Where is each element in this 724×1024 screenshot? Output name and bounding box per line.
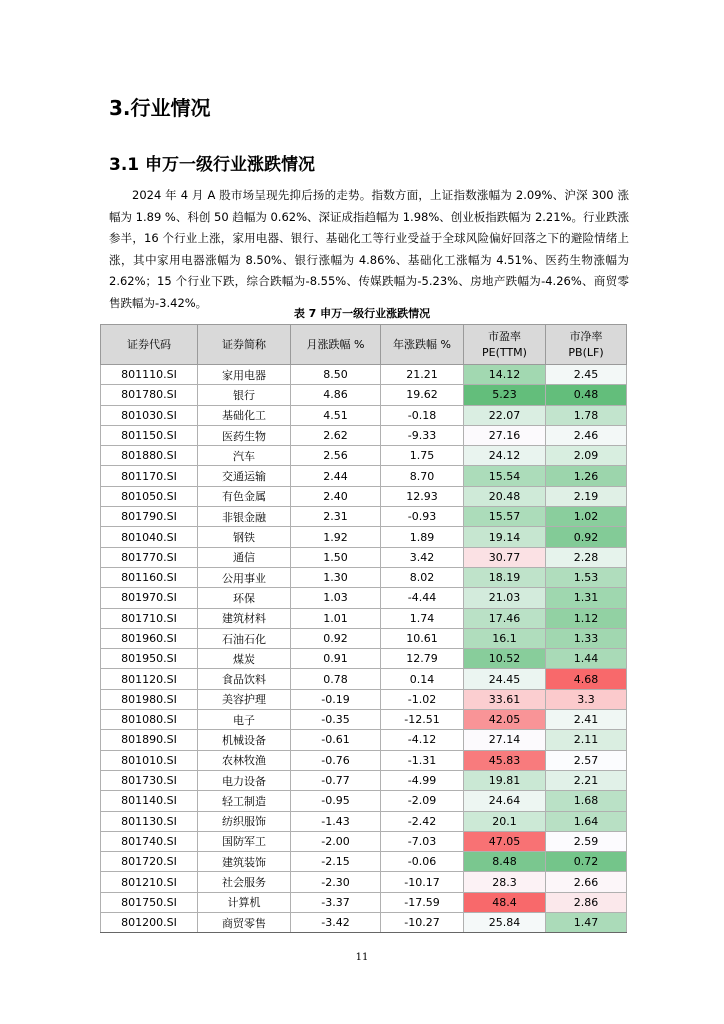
cell-yearly-change: -2.09 [381,791,464,811]
cell-name: 农林牧渔 [198,750,291,770]
cell-pe-ttm: 8.48 [464,852,546,872]
cell-pb-lf: 2.45 [546,365,627,385]
cell-code: 801720.SI [101,852,198,872]
cell-pb-lf: 2.21 [546,770,627,790]
cell-pb-lf: 1.33 [546,628,627,648]
table-row [101,831,627,851]
body-paragraph [109,185,629,315]
cell-yearly-change: 1.89 [381,527,464,547]
cell-monthly-change: -2.00 [291,831,381,851]
cell-code: 801080.SI [101,710,198,730]
cell-monthly-change: -3.42 [291,913,381,933]
cell-pb-lf: 2.57 [546,750,627,770]
cell-code: 801770.SI [101,547,198,567]
cell-pe-ttm: 15.57 [464,507,546,527]
cell-monthly-change: 2.56 [291,446,381,466]
cell-monthly-change: 2.44 [291,466,381,486]
cell-pe-ttm: 16.1 [464,628,546,648]
cell-name: 非银金融 [198,507,291,527]
cell-yearly-change: -0.93 [381,507,464,527]
header-monthly-change: 月涨跌幅 % [291,325,381,365]
table-row [101,649,627,669]
cell-monthly-change: 4.51 [291,405,381,425]
cell-pb-lf: 4.68 [546,669,627,689]
cell-code: 801780.SI [101,385,198,405]
cell-code: 801710.SI [101,608,198,628]
table-row [101,405,627,425]
header-code: 证券代码 [101,325,198,365]
cell-pe-ttm: 17.46 [464,608,546,628]
header-name: 证券简称 [198,325,291,365]
cell-monthly-change: -0.76 [291,750,381,770]
cell-name: 通信 [198,547,291,567]
cell-pe-ttm: 5.23 [464,385,546,405]
cell-code: 801010.SI [101,750,198,770]
table-body [101,365,627,933]
cell-monthly-change: 0.92 [291,628,381,648]
cell-pe-ttm: 19.81 [464,770,546,790]
cell-name: 汽车 [198,446,291,466]
table-row [101,567,627,587]
cell-monthly-change: -2.30 [291,872,381,892]
cell-yearly-change: 8.70 [381,466,464,486]
cell-pe-ttm: 48.4 [464,892,546,912]
cell-name: 电子 [198,710,291,730]
cell-yearly-change: 3.42 [381,547,464,567]
cell-pb-lf: 1.44 [546,649,627,669]
cell-yearly-change: 12.93 [381,486,464,506]
cell-yearly-change: -9.33 [381,425,464,445]
cell-monthly-change: 2.31 [291,507,381,527]
page-number: 11 [355,952,369,963]
cell-pe-ttm: 45.83 [464,750,546,770]
cell-name: 煤炭 [198,649,291,669]
cell-code: 801730.SI [101,770,198,790]
cell-code: 801030.SI [101,405,198,425]
cell-code: 801880.SI [101,446,198,466]
cell-yearly-change: -4.99 [381,770,464,790]
table-row [101,486,627,506]
table-row [101,365,627,385]
table-row [101,913,627,933]
cell-yearly-change: 19.62 [381,385,464,405]
cell-yearly-change: -4.12 [381,730,464,750]
cell-pb-lf: 1.64 [546,811,627,831]
cell-pe-ttm: 27.14 [464,730,546,750]
cell-pe-ttm: 18.19 [464,567,546,587]
cell-yearly-change: -10.17 [381,872,464,892]
cell-monthly-change: -0.35 [291,710,381,730]
cell-pe-ttm: 21.03 [464,588,546,608]
cell-pb-lf: 1.53 [546,567,627,587]
table-row [101,608,627,628]
cell-pb-lf: 2.11 [546,730,627,750]
cell-pb-lf: 1.78 [546,405,627,425]
table-row [101,689,627,709]
cell-pb-lf: 0.72 [546,852,627,872]
cell-name: 石油石化 [198,628,291,648]
cell-name: 电力设备 [198,770,291,790]
cell-yearly-change: 1.74 [381,608,464,628]
cell-pb-lf: 3.3 [546,689,627,709]
cell-pe-ttm: 24.12 [464,446,546,466]
table-row [101,892,627,912]
table-row [101,425,627,445]
cell-pb-lf: 2.19 [546,486,627,506]
cell-monthly-change: 2.40 [291,486,381,506]
cell-code: 801040.SI [101,527,198,547]
cell-monthly-change: 1.01 [291,608,381,628]
cell-pb-lf: 1.12 [546,608,627,628]
cell-code: 801160.SI [101,567,198,587]
cell-name: 商贸零售 [198,913,291,933]
cell-monthly-change: 0.78 [291,669,381,689]
industry-table [100,324,627,933]
cell-code: 801110.SI [101,365,198,385]
cell-code: 801740.SI [101,831,198,851]
table-row [101,385,627,405]
cell-pe-ttm: 22.07 [464,405,546,425]
cell-monthly-change: -3.37 [291,892,381,912]
cell-pe-ttm: 10.52 [464,649,546,669]
cell-code: 801790.SI [101,507,198,527]
cell-pb-lf: 1.47 [546,913,627,933]
cell-pb-lf: 1.26 [546,466,627,486]
cell-monthly-change: -0.19 [291,689,381,709]
header-yearly-change: 年涨跌幅 % [381,325,464,365]
cell-monthly-change: -0.61 [291,730,381,750]
cell-pe-ttm: 24.64 [464,791,546,811]
cell-name: 建筑装饰 [198,852,291,872]
cell-monthly-change: 2.62 [291,425,381,445]
cell-code: 801200.SI [101,913,198,933]
cell-name: 轻工制造 [198,791,291,811]
cell-monthly-change: -2.15 [291,852,381,872]
section-heading: 3.行业情况 [109,96,211,120]
cell-yearly-change: 12.79 [381,649,464,669]
cell-pb-lf: 0.48 [546,385,627,405]
cell-monthly-change: 0.91 [291,649,381,669]
cell-monthly-change: -0.95 [291,791,381,811]
cell-pe-ttm: 25.84 [464,913,546,933]
table-row [101,750,627,770]
cell-pe-ttm: 19.14 [464,527,546,547]
cell-name: 建筑材料 [198,608,291,628]
cell-pe-ttm: 33.61 [464,689,546,709]
cell-name: 美容护理 [198,689,291,709]
cell-pe-ttm: 42.05 [464,710,546,730]
paragraph-text: 2024 年 4 月 A 股市场呈现先抑后扬的走势。指数方面，上证指数涨幅为 2.09%、沪深 300 涨幅为 1.89 %、科创 50 趋幅为 0.62%、深证成指趋幅为 1.98%、创业板指跌幅为 2.21%。行业跌涨参半，16 个行业上涨，家用电器、银行、基础化工等行业受益于全球风险偏好回落之下的避险情绪上涨，其中家用电器涨幅为 8.50%、银行涨幅为 4.86%、基础化工涨幅为 4.51%、医药生物涨幅为 2.62%；15 个行业下跌，综合跌幅为-8.55%、传媒跌幅为-5.23%、房地产跌幅为-4.26%、商贸零售跌幅为-3.42%。 [109,188,629,310]
cell-yearly-change: 0.14 [381,669,464,689]
cell-code: 801980.SI [101,689,198,709]
cell-monthly-change: 8.50 [291,365,381,385]
table-row [101,811,627,831]
table-row [101,872,627,892]
cell-name: 交通运输 [198,466,291,486]
cell-name: 机械设备 [198,730,291,750]
table-row [101,770,627,790]
cell-name: 计算机 [198,892,291,912]
table-row [101,791,627,811]
cell-pe-ttm: 15.54 [464,466,546,486]
cell-yearly-change: 1.75 [381,446,464,466]
cell-monthly-change: 1.50 [291,547,381,567]
cell-pb-lf: 2.09 [546,446,627,466]
cell-name: 环保 [198,588,291,608]
cell-pe-ttm: 20.48 [464,486,546,506]
cell-code: 801050.SI [101,486,198,506]
cell-monthly-change: -1.43 [291,811,381,831]
cell-name: 国防军工 [198,831,291,851]
cell-name: 家用电器 [198,365,291,385]
cell-name: 社会服务 [198,872,291,892]
cell-pe-ttm: 47.05 [464,831,546,851]
cell-yearly-change: -0.18 [381,405,464,425]
cell-name: 有色金属 [198,486,291,506]
cell-name: 医药生物 [198,425,291,445]
cell-yearly-change: -12.51 [381,710,464,730]
cell-name: 基础化工 [198,405,291,425]
cell-pe-ttm: 28.3 [464,872,546,892]
cell-pb-lf: 1.31 [546,588,627,608]
cell-code: 801970.SI [101,588,198,608]
table-row [101,628,627,648]
cell-pb-lf: 1.68 [546,791,627,811]
cell-pb-lf: 0.92 [546,527,627,547]
table-row [101,710,627,730]
cell-name: 食品饮料 [198,669,291,689]
cell-monthly-change: 1.30 [291,567,381,587]
cell-monthly-change: 1.03 [291,588,381,608]
cell-pb-lf: 1.02 [546,507,627,527]
cell-yearly-change: -4.44 [381,588,464,608]
cell-code: 801960.SI [101,628,198,648]
cell-monthly-change: -0.77 [291,770,381,790]
cell-yearly-change: 10.61 [381,628,464,648]
cell-yearly-change: -7.03 [381,831,464,851]
cell-yearly-change: 8.02 [381,567,464,587]
cell-yearly-change: -2.42 [381,811,464,831]
cell-name: 银行 [198,385,291,405]
table-row [101,669,627,689]
header-pb-lf: 市净率 PB(LF) [546,325,627,365]
cell-yearly-change: -1.31 [381,750,464,770]
cell-code: 801140.SI [101,791,198,811]
cell-monthly-change: 1.92 [291,527,381,547]
table-header-row [101,325,627,365]
cell-pe-ttm: 30.77 [464,547,546,567]
cell-yearly-change: -1.02 [381,689,464,709]
cell-code: 801120.SI [101,669,198,689]
cell-code: 801130.SI [101,811,198,831]
table-row [101,547,627,567]
table-row [101,730,627,750]
cell-pb-lf: 2.59 [546,831,627,851]
table-row [101,527,627,547]
table-row [101,588,627,608]
cell-pe-ttm: 24.45 [464,669,546,689]
cell-pe-ttm: 14.12 [464,365,546,385]
table-row [101,466,627,486]
cell-pb-lf: 2.28 [546,547,627,567]
table-row [101,507,627,527]
cell-name: 公用事业 [198,567,291,587]
subsection-heading: 3.1 申万一级行业涨跌情况 [109,155,316,175]
cell-code: 801170.SI [101,466,198,486]
cell-yearly-change: 21.21 [381,365,464,385]
cell-pe-ttm: 20.1 [464,811,546,831]
cell-pe-ttm: 27.16 [464,425,546,445]
cell-yearly-change: -10.27 [381,913,464,933]
cell-name: 纺织服饰 [198,811,291,831]
cell-yearly-change: -17.59 [381,892,464,912]
table-row [101,446,627,466]
cell-pb-lf: 2.41 [546,710,627,730]
cell-code: 801210.SI [101,872,198,892]
cell-yearly-change: -0.06 [381,852,464,872]
cell-code: 801890.SI [101,730,198,750]
cell-code: 801150.SI [101,425,198,445]
cell-name: 钢铁 [198,527,291,547]
cell-code: 801750.SI [101,892,198,912]
cell-monthly-change: 4.86 [291,385,381,405]
cell-code: 801950.SI [101,649,198,669]
table-caption: 表 7 申万一级行业涨跌情况 [293,307,431,320]
cell-pb-lf: 2.66 [546,872,627,892]
table-row [101,852,627,872]
cell-pb-lf: 2.86 [546,892,627,912]
cell-pb-lf: 2.46 [546,425,627,445]
header-pe-ttm: 市盈率 PE(TTM) [464,325,546,365]
